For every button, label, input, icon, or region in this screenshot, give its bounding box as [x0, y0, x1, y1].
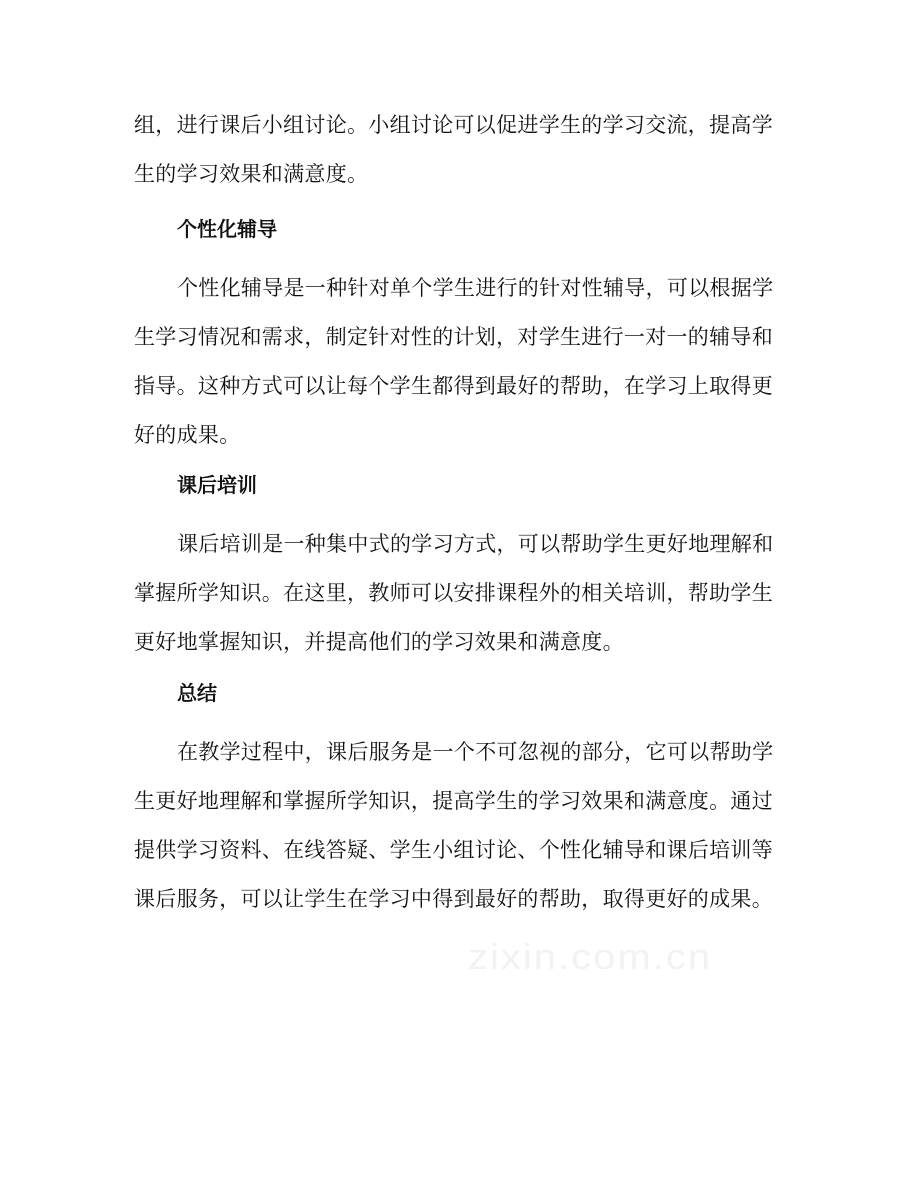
paragraph-summary: 在教学过程中，课后服务是一个不可忽视的部分，它可以帮助学生更好地理解和掌握所学知识，提高学生的学习效果和满意度。通过提供学习资料、在线答疑、学生小组讨论、个性化辅导和课后培训等课后服务，可以让学生在学习中得到最好的帮助，取得更好的成果。 [134, 740, 774, 911]
heading-personalized-tutoring: 个性化辅导 [177, 217, 277, 241]
heading-after-class-training: 课后培训 [177, 473, 257, 497]
watermark: zixin.com.cn [468, 937, 713, 977]
paragraph-personalized-tutoring: 个性化辅导是一种针对单个学生进行的针对性辅导，可以根据学生学习情况和需求，制定针对性的计划，对学生进行一对一的辅导和指导。这种方式可以让每个学生都得到最好的帮助，在学习上取得更好的成果。 [134, 276, 774, 447]
heading-summary: 总结 [177, 681, 217, 705]
paragraph-group-discussion: 组，进行课后小组讨论。小组讨论可以促进学生的学习交流，提高学生的学习效果和满意度。 [134, 113, 773, 186]
paragraph-after-class-training: 课后培训是一种集中式的学习方式，可以帮助学生更好地理解和掌握所学知识。在这里，教师可以安排课程外的相关培训，帮助学生更好地掌握知识，并提高他们的学习效果和满意度。 [134, 532, 774, 654]
